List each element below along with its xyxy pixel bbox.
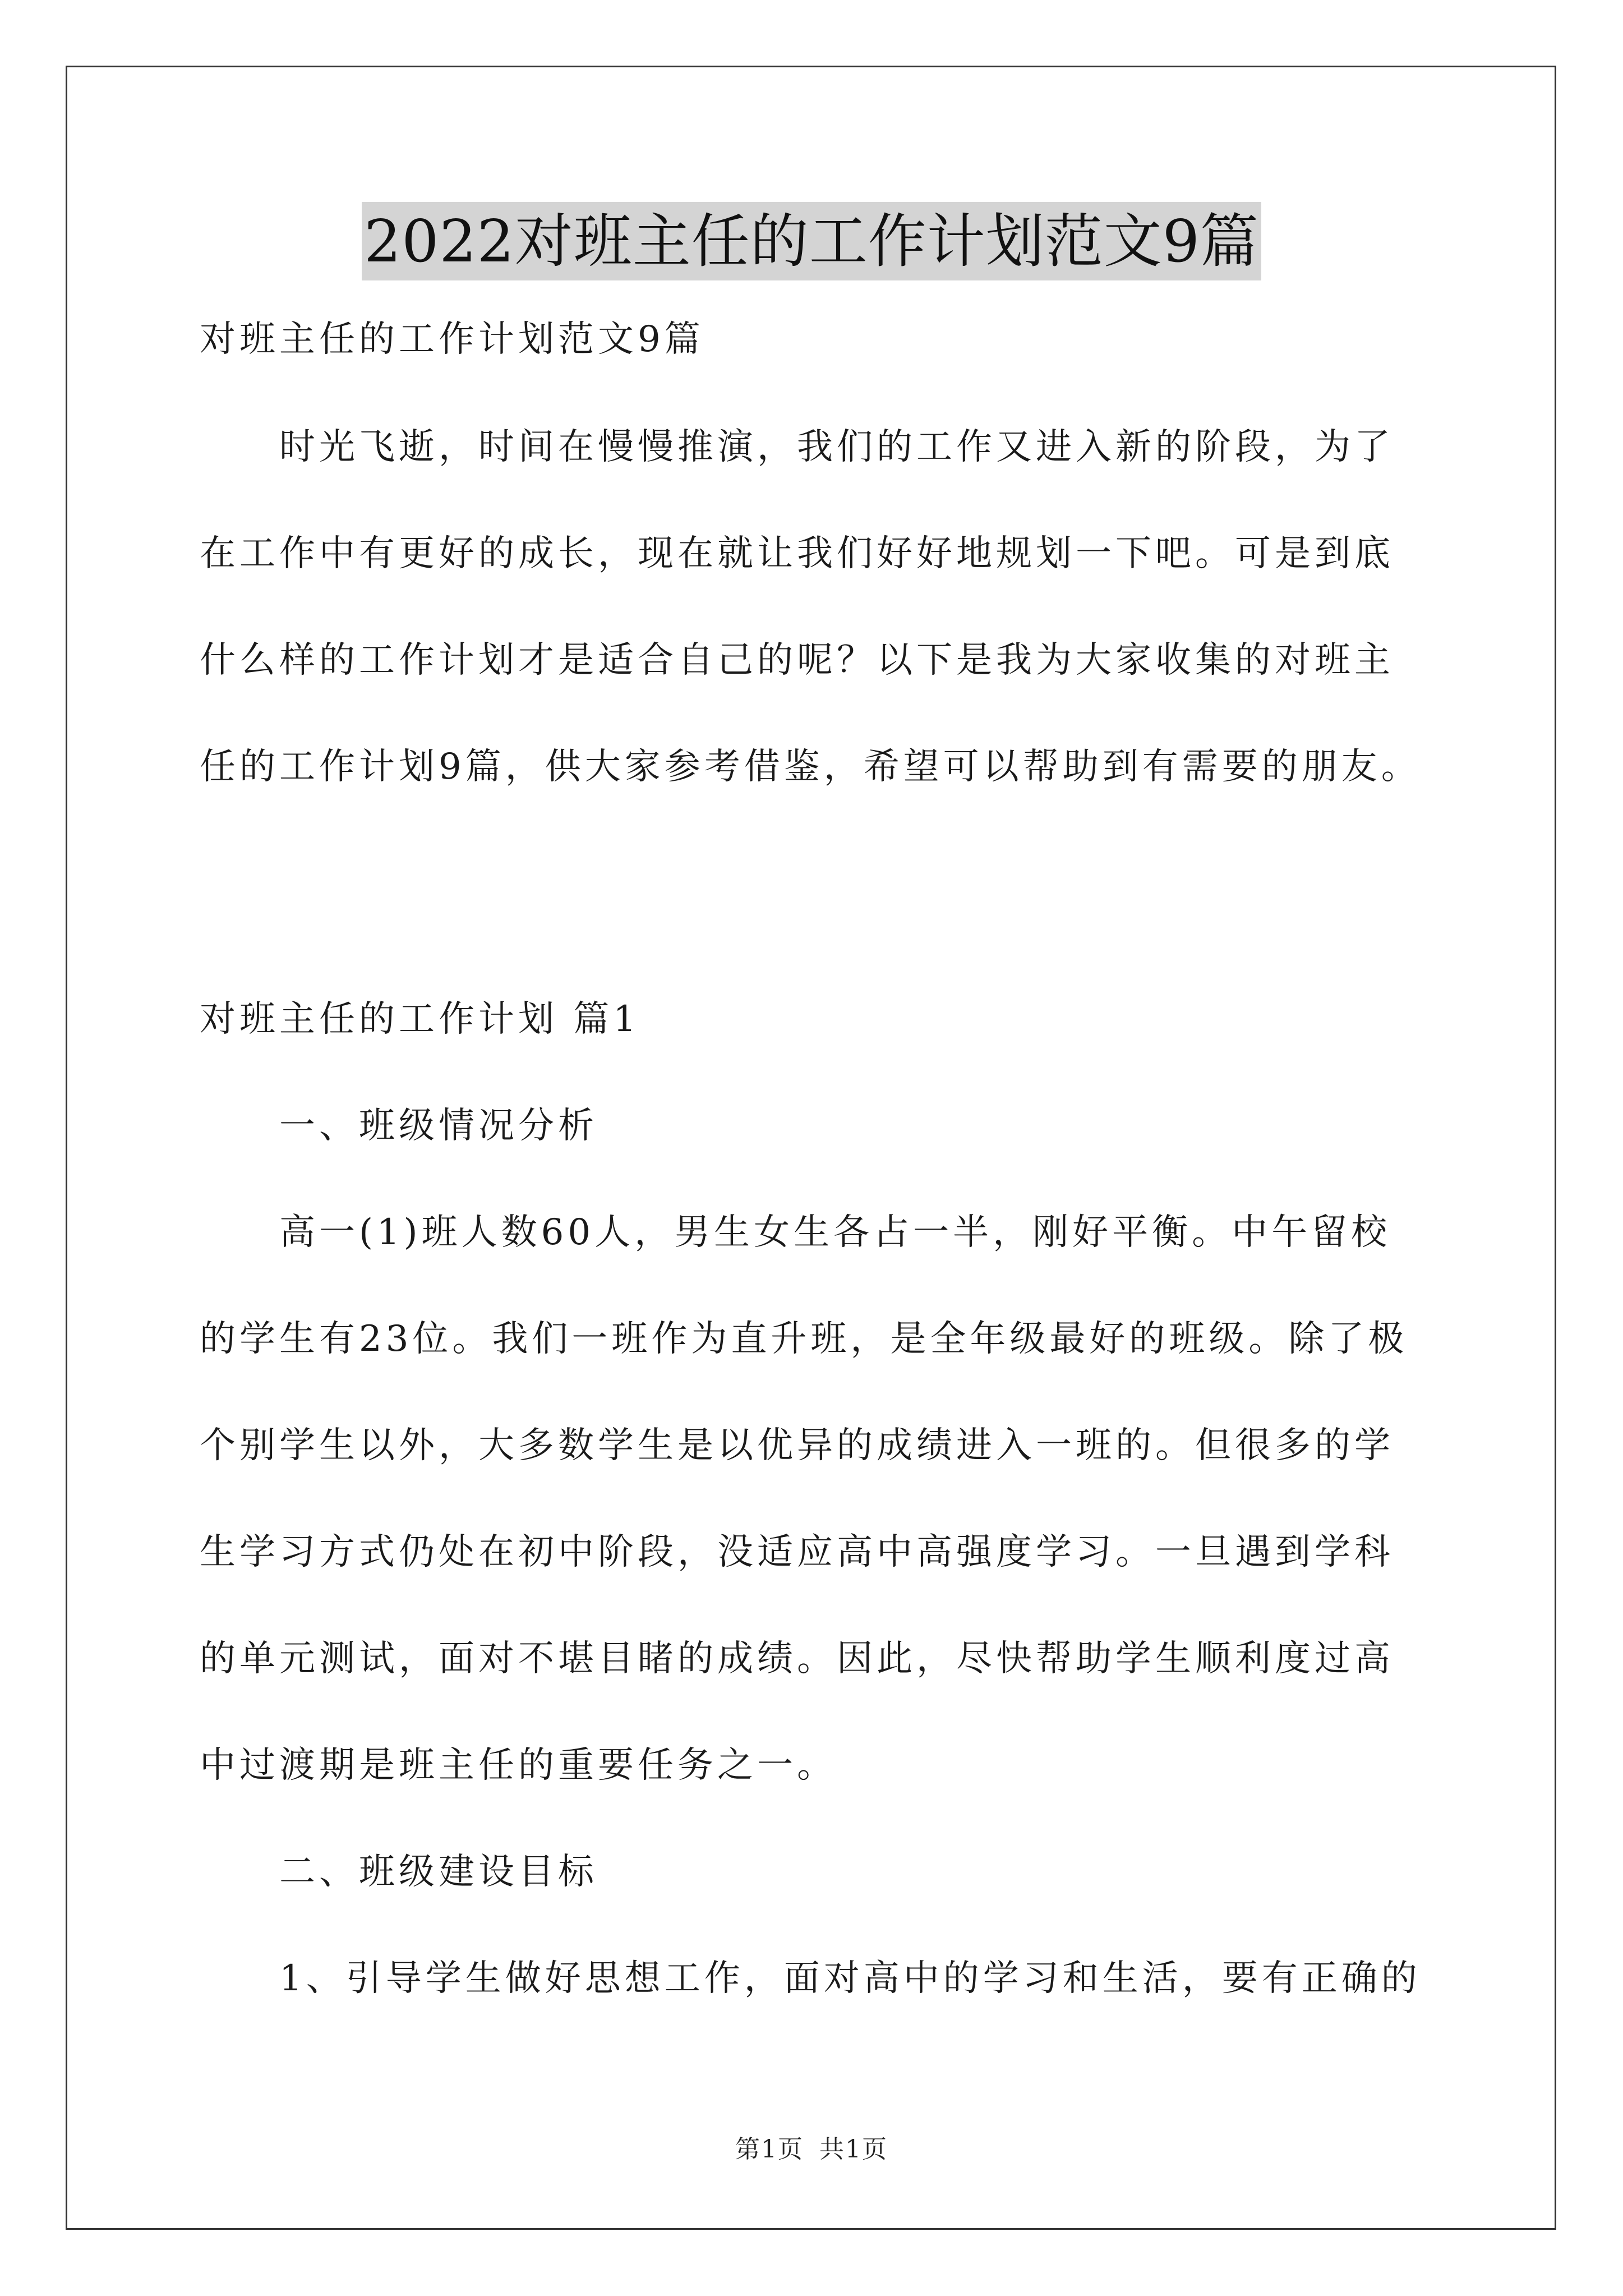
subtitle-line: 对班主任的工作计划范文9篇 bbox=[200, 319, 704, 360]
page-total: 共1页 bbox=[819, 2135, 888, 2164]
body-line: 什么样的工作计划才是适合自己的呢？以下是我为大家收集的对班主 bbox=[200, 639, 1394, 681]
body-line: 的学生有23位。我们一班作为直升班，是全年级最好的班级。除了极 bbox=[200, 1318, 1408, 1360]
page-number: 第1页 bbox=[735, 2135, 804, 2164]
body-line: 的单元测试，面对不堪目睹的成绩。因此，尽快帮助学生顺利度过高 bbox=[200, 1638, 1394, 1680]
subsection-heading: 二、班级建设目标 bbox=[200, 1851, 598, 1893]
body-line: 任的工作计划9篇，供大家参考借鉴，希望可以帮助到有需要的朋友。 bbox=[200, 746, 1421, 788]
body-line: 高一(1)班人数60人，男生女生各占一半，刚好平衡。中午留校 bbox=[200, 1212, 1391, 1253]
body-line: 个别学生以外，大多数学生是以优异的成绩进入一班的。但很多的学 bbox=[200, 1425, 1394, 1466]
body-line: 时光飞逝，时间在慢慢推演，我们的工作又进入新的阶段，为了 bbox=[200, 426, 1394, 468]
document-title: 2022对班主任的工作计划范文9篇 bbox=[362, 202, 1261, 280]
title-container bbox=[0, 202, 1623, 280]
body-line: 中过渡期是班主任的重要任务之一。 bbox=[200, 1745, 837, 1786]
body-line: 在工作中有更好的成长，现在就让我们好好地规划一下吧。可是到底 bbox=[200, 533, 1394, 574]
page-footer bbox=[0, 2129, 1623, 2165]
body-line: 1、引导学生做好思想工作，面对高中的学习和生活，要有正确的 bbox=[200, 1958, 1421, 1999]
body-line: 生学习方式仍处在初中阶段，没适应高中高强度学习。一旦遇到学科 bbox=[200, 1531, 1394, 1573]
section-heading: 对班主任的工作计划 篇1 bbox=[200, 999, 640, 1040]
subsection-heading: 一、班级情况分析 bbox=[200, 1105, 598, 1147]
